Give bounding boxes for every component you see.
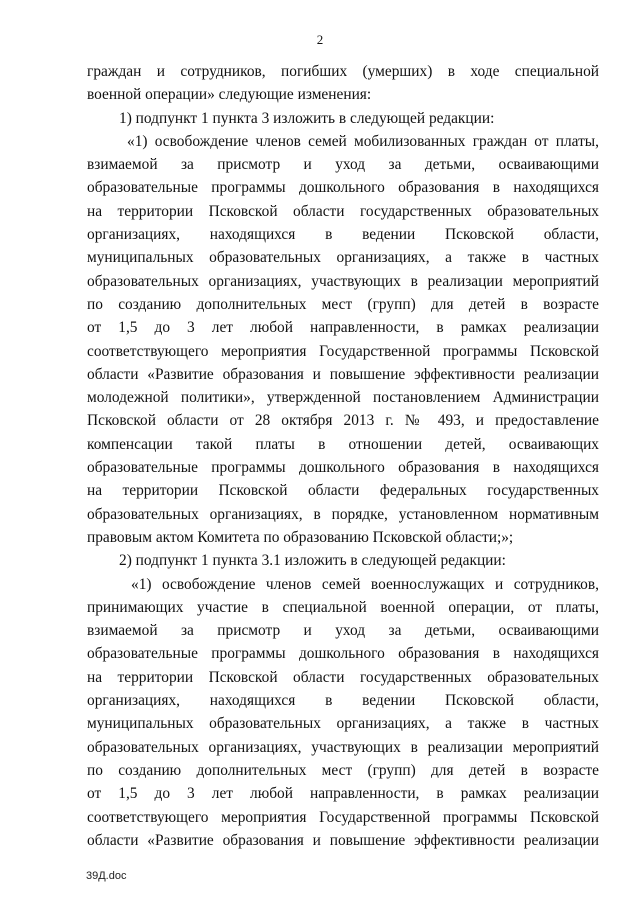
text-line: принимающих участие в специальной военной операции, от платы,: [87, 598, 599, 616]
text-line: образовательных организациях, участвующих в реализации мероприятий: [87, 272, 599, 290]
text-line: образовательные программы дошкольного образования в находящихся: [87, 459, 599, 477]
text-line: образовательные программы дошкольного образования в находящихся: [87, 179, 599, 197]
text-line: взимаемой за присмотр и уход за детьми, осваивающими: [87, 156, 599, 174]
text-line: Псковской области от 28 октября 2013 г. № 493, и предоставление: [87, 412, 599, 430]
text-line: военной операции» следующие изменения:: [87, 86, 372, 104]
text-line: «1) освобождение членов семей военнослужащих и сотрудников,: [131, 575, 599, 593]
text-line: на территории Псковской области федеральных государственных: [87, 482, 599, 500]
text-line: области «Развитие образования и повышение эффективности реализации: [87, 831, 599, 849]
text-line: правовым актом Комитета по образованию Псковской области;»;: [87, 528, 514, 546]
document-body: [87, 60, 599, 852]
text-line: соответствующего мероприятия Государственной программы Псковской: [87, 808, 599, 826]
text-line: по созданию дополнительных мест (групп) для детей в возрасте: [87, 295, 599, 313]
text-line: компенсации такой платы в отношении детей, осваивающих: [87, 435, 599, 453]
text-line: организациях, находящихся в ведении Псковской области,: [87, 226, 599, 244]
text-line: 1) подпункт 1 пункта 3 изложить в следующей редакции:: [119, 109, 495, 127]
text-line: организациях, находящихся в ведении Псковской области,: [87, 692, 599, 710]
footer-filename: 39Д.doc: [86, 870, 127, 882]
text-line: 2) подпункт 1 пункта 3.1 изложить в следующей редакции:: [119, 552, 506, 570]
text-line: образовательных организациях, в порядке, установленном нормативным: [87, 505, 599, 523]
text-line: от 1,5 до 3 лет любой направленности, в рамках реализации: [87, 785, 599, 803]
text-line: взимаемой за присмотр и уход за детьми, осваивающими: [87, 622, 599, 640]
page-number: 2: [316, 32, 324, 47]
text-line: образовательные программы дошкольного образования в находящихся: [87, 645, 599, 663]
text-line: соответствующего мероприятия Государственной программы Псковской: [87, 342, 599, 360]
text-line: образовательных организациях, участвующих в реализации мероприятий: [87, 738, 599, 756]
text-line: на территории Псковской области государственных образовательных: [87, 202, 599, 220]
text-line: молодежной политики», утвержденной постановлением Администрации: [87, 389, 599, 407]
text-line: «1) освобождение членов семей мобилизованных граждан от платы,: [127, 132, 599, 150]
text-line: муниципальных образовательных организациях, а также в частных: [87, 715, 599, 733]
text-line: от 1,5 до 3 лет любой направленности, в рамках реализации: [87, 319, 599, 337]
text-line: области «Развитие образования и повышение эффективности реализации: [87, 365, 599, 383]
text-line: граждан и сотрудников, погибших (умерших) в ходе специальной: [87, 63, 599, 80]
text-line: на территории Псковской области государственных образовательных: [87, 668, 599, 686]
text-line: по созданию дополнительных мест (групп) для детей в возрасте: [87, 761, 599, 779]
text-line: муниципальных образовательных организациях, а также в частных: [87, 249, 599, 267]
